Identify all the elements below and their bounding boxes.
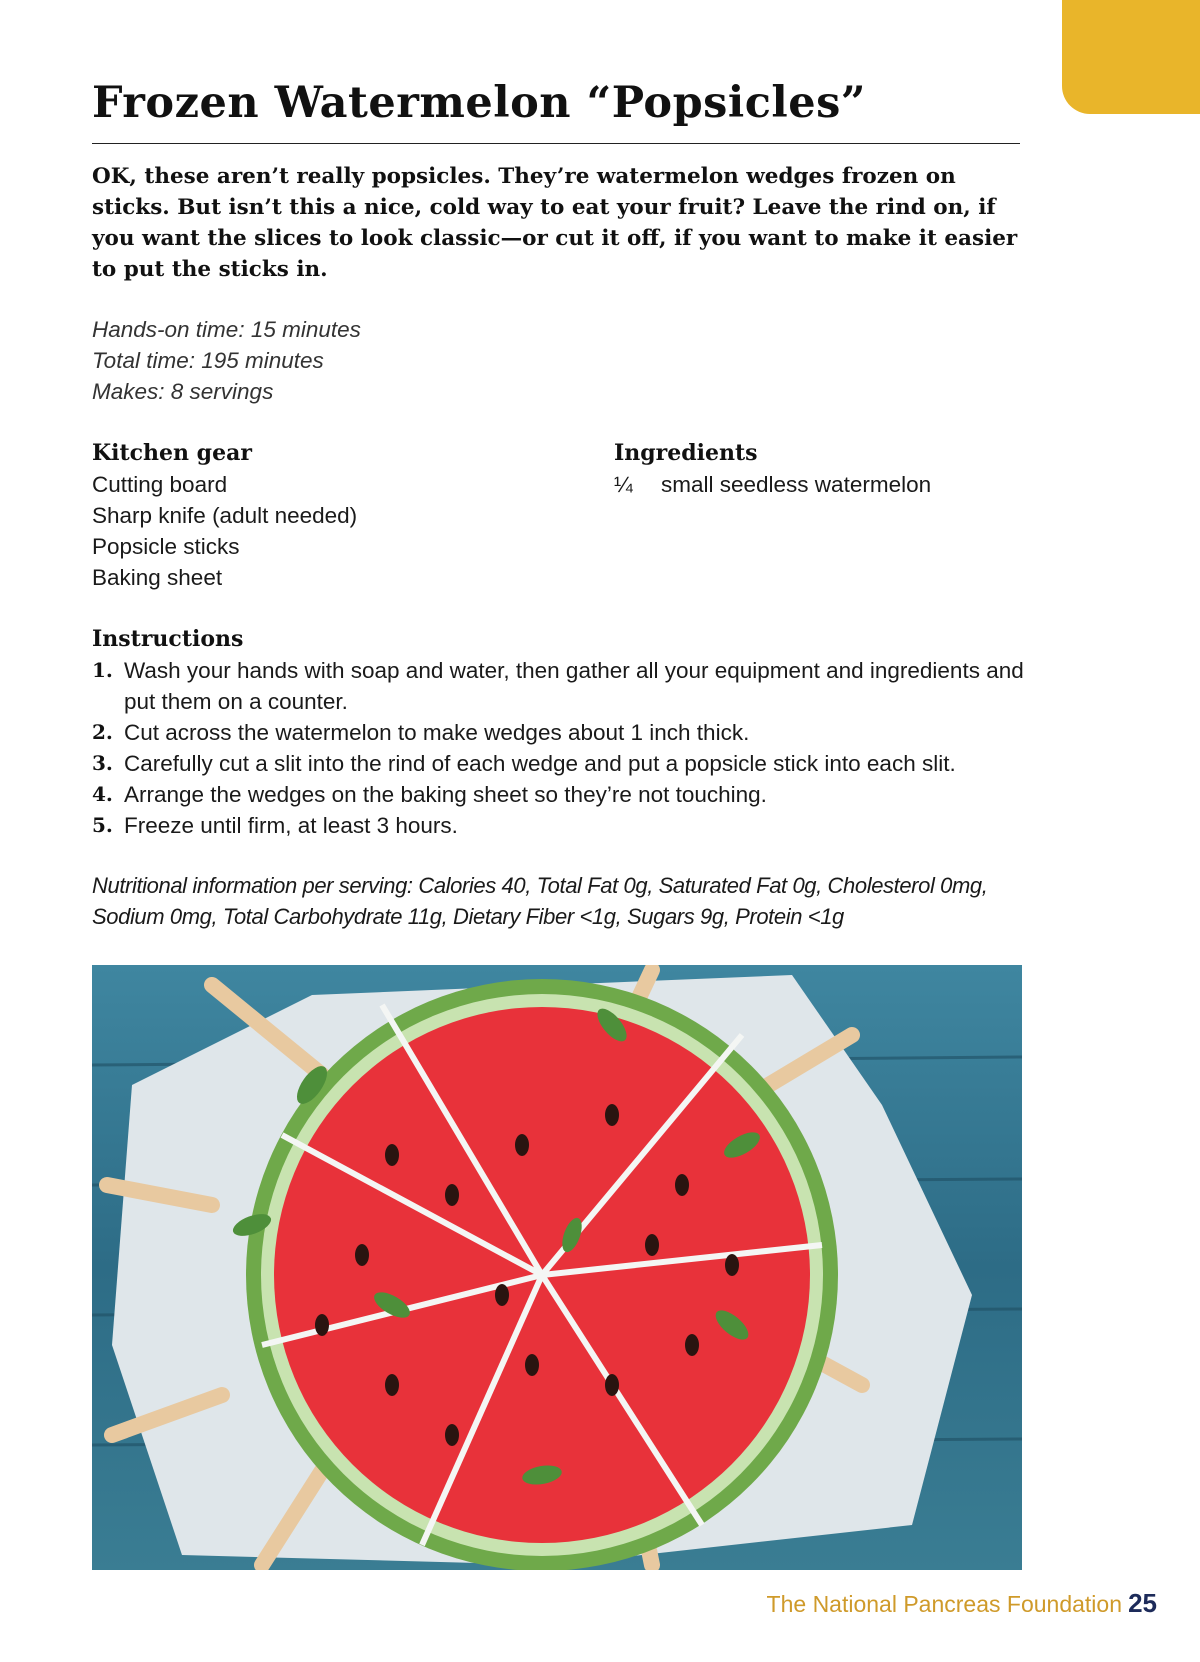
gear-item: Baking sheet bbox=[92, 565, 223, 590]
instructions-list bbox=[92, 655, 1042, 841]
gear-item: Sharp knife (adult needed) bbox=[92, 503, 358, 528]
step-number: 1. bbox=[92, 658, 113, 682]
page-number: 25 bbox=[1128, 1588, 1157, 1618]
ingredient-amount: ¼ bbox=[614, 472, 633, 497]
watermelon-illustration bbox=[92, 965, 1022, 1570]
kitchen-gear-section bbox=[92, 438, 357, 593]
step-text: Arrange the wedges on the baking sheet so they’re not touching. bbox=[124, 782, 767, 807]
step-text: Cut across the watermelon to make wedges about 1 inch thick. bbox=[124, 720, 750, 745]
step-number: 5. bbox=[92, 813, 113, 837]
kitchen-gear-heading: Kitchen gear bbox=[92, 440, 252, 466]
ingredient-name: small seedless watermelon bbox=[661, 472, 932, 497]
kitchen-gear-list bbox=[92, 469, 357, 593]
instruction-step bbox=[92, 748, 1042, 779]
nutrition-info: Nutritional information per serving: Calories 40, Total Fat 0g, Saturated Fat 0g, Cholesterol 0mg, Sodium 0mg, Total Carbohydrate 11g, Dietary Fiber <1g, Sugars 9g, Protein <1g bbox=[92, 873, 988, 929]
ingredients-section bbox=[614, 438, 931, 500]
watermelon-popsicles-photo bbox=[92, 965, 1022, 1570]
ingredients-heading: Ingredients bbox=[614, 440, 758, 466]
step-text: Freeze until firm, at least 3 hours. bbox=[124, 813, 458, 838]
instruction-step bbox=[92, 717, 1042, 748]
ingredient-item bbox=[614, 469, 931, 500]
instructions-heading: Instructions bbox=[92, 626, 244, 652]
title-divider bbox=[92, 143, 1020, 144]
step-number: 4. bbox=[92, 782, 113, 806]
footer-organization: The National Pancreas Foundation bbox=[766, 1591, 1122, 1617]
recipe-intro: OK, these aren’t really popsicles. They’re watermelon wedges frozen on sticks. But isn’t this a nice, cold way to eat your fruit? Leave the rind on, if you want the slices to look classic—or cut it off, if you want to make it easier to put the sticks in. bbox=[92, 164, 1018, 282]
step-text: Wash your hands with soap and water, then gather all your equipment and ingredients and put them on a counter. bbox=[124, 658, 1024, 714]
step-number: 2. bbox=[92, 720, 113, 744]
recipe-title: Frozen Watermelon “Popsicles” bbox=[92, 78, 867, 128]
hands-on-time: Hands-on time: 15 minutes bbox=[92, 317, 361, 342]
gear-item: Popsicle sticks bbox=[92, 534, 240, 559]
corner-tab bbox=[1062, 0, 1200, 114]
instruction-step bbox=[92, 810, 1042, 841]
gear-item: Cutting board bbox=[92, 472, 228, 497]
total-time: Total time: 195 minutes bbox=[92, 348, 324, 373]
ingredients-list bbox=[614, 469, 931, 500]
servings: Makes: 8 servings bbox=[92, 379, 274, 404]
instruction-step bbox=[92, 655, 1042, 717]
instructions-section bbox=[92, 624, 1042, 841]
step-text: Carefully cut a slit into the rind of each wedge and put a popsicle stick into each slit. bbox=[124, 751, 956, 776]
recipe-meta bbox=[92, 314, 361, 407]
instruction-step bbox=[92, 779, 1042, 810]
step-number: 3. bbox=[92, 751, 113, 775]
